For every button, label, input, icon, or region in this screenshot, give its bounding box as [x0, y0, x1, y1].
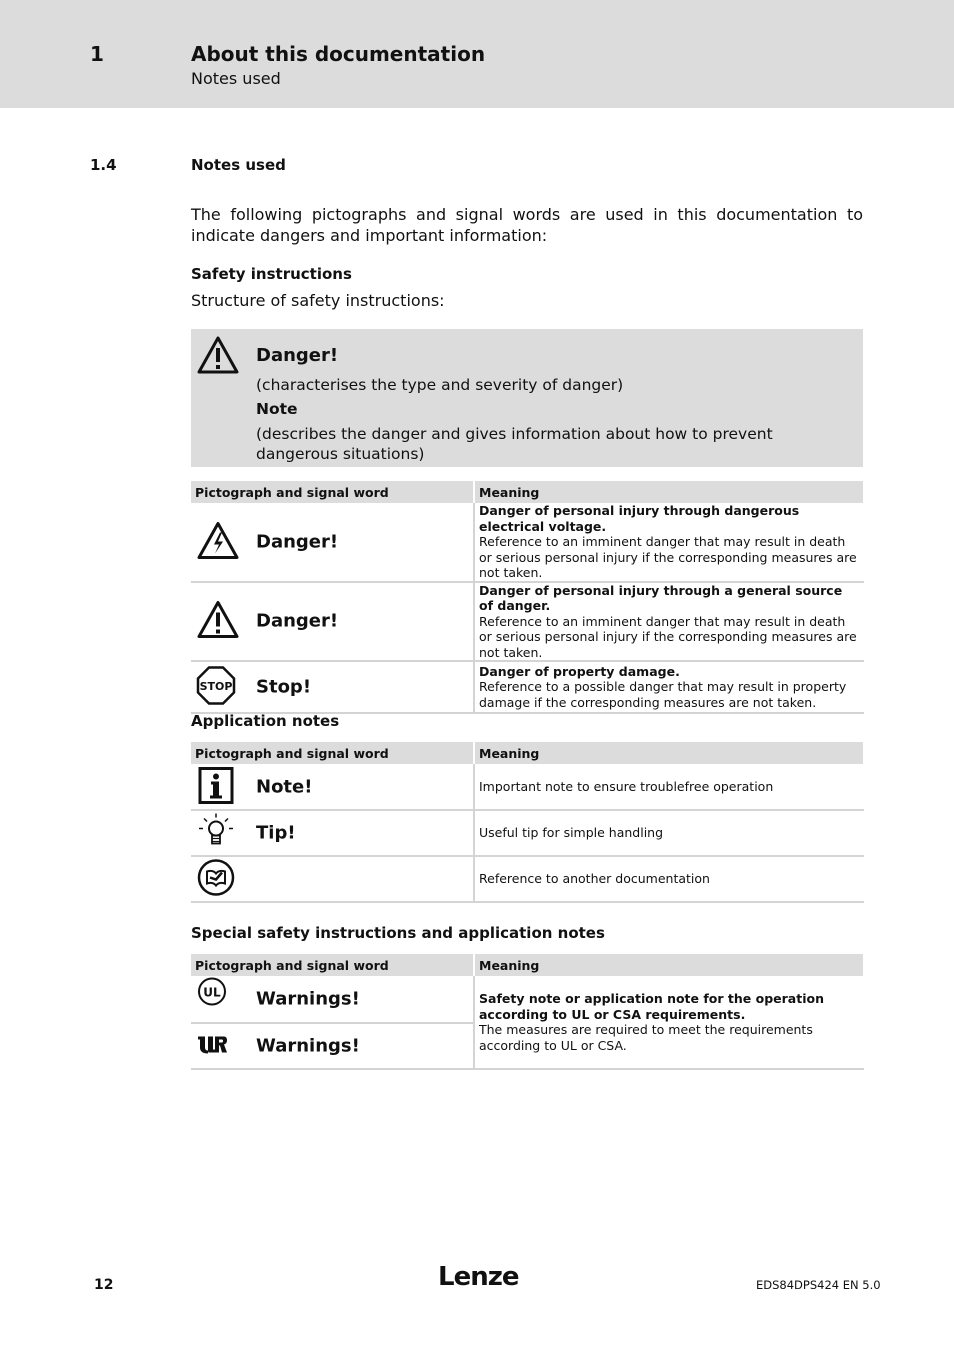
- col-meaning-header: Meaning: [474, 742, 864, 764]
- table-row: [191, 661, 864, 713]
- safety-structure-box: [191, 329, 863, 467]
- table-row: [191, 503, 864, 582]
- table-row: [191, 764, 864, 810]
- meaning-text: Important note to ensure troublefree operation: [474, 764, 864, 810]
- col-pictograph-header: Pictograph and signal word: [191, 481, 474, 503]
- chapter-number: 1: [90, 42, 104, 66]
- note-label: Note: [256, 400, 298, 418]
- meaning-title: Danger of personal injury through dangerous electrical voltage.: [479, 503, 800, 534]
- table-header-row: [191, 481, 864, 503]
- ur-recognized-icon: [196, 1034, 228, 1059]
- col-pictograph-header: Pictograph and signal word: [191, 742, 474, 764]
- general-hazard-icon: [196, 600, 240, 643]
- page-number: 12: [94, 1277, 114, 1293]
- chapter-subtitle: Notes used: [191, 69, 281, 88]
- table-row: [191, 976, 864, 1023]
- meaning-title: Danger of personal injury through a general source of danger.: [479, 582, 843, 613]
- special-table: [191, 954, 865, 1070]
- meaning-text: Useful tip for simple handling: [474, 810, 864, 856]
- danger-title: Danger!: [256, 345, 339, 366]
- danger-type-text: (characterises the type and severity of danger): [256, 376, 624, 394]
- col-meaning-header: Meaning: [474, 481, 864, 503]
- stop-sign-icon: [196, 666, 236, 709]
- table-header-row: [191, 954, 864, 976]
- table-row: [191, 810, 864, 856]
- signal-word: Warnings!: [256, 988, 360, 1010]
- section-number: 1.4: [90, 156, 117, 174]
- application-table: [191, 742, 865, 903]
- info-icon: [196, 765, 236, 808]
- warning-triangle-icon: [196, 335, 240, 379]
- section-title: Notes used: [191, 156, 286, 174]
- signal-word: Tip!: [256, 822, 296, 844]
- danger-description: (describes the danger and gives information about how to prevent dangerous situations): [256, 425, 773, 463]
- table-row: [191, 582, 864, 662]
- meaning-title: Safety note or application note for the operation according to UL or CSA requirements.: [479, 991, 824, 1022]
- page-header: [0, 0, 954, 108]
- meaning-text: Reference to an imminent danger that may result in death or serious personal injury if the corresponding measures are not taken.: [479, 613, 857, 660]
- meaning-text: Reference to another documentation: [474, 856, 864, 902]
- col-meaning-header: Meaning: [474, 954, 864, 976]
- meaning-text: Reference to a possible danger that may result in property damage if the corresponding measures are not taken.: [479, 679, 847, 710]
- signal-word: Warnings!: [256, 1035, 360, 1057]
- lightbulb-icon: [196, 812, 236, 855]
- table-header-row: [191, 742, 864, 764]
- chapter-title: About this documentation: [191, 42, 486, 66]
- intro-paragraph: The following pictographs and signal words are used in this documentation to indicate dangers and important information:: [191, 205, 863, 245]
- special-heading: Special safety instructions and application notes: [191, 924, 605, 942]
- svg-text:STOP: STOP: [199, 680, 233, 693]
- table-row: [191, 856, 864, 902]
- document-id: EDS84DPS424 EN 5.0: [756, 1278, 881, 1292]
- meaning-text: The measures are required to meet the requirements according to UL or CSA.: [479, 1022, 813, 1053]
- safety-table: [191, 481, 865, 714]
- meaning-title: Danger of property damage.: [479, 663, 680, 679]
- signal-word: Danger!: [256, 531, 339, 553]
- signal-word: Note!: [256, 776, 313, 797]
- signal-word: Danger!: [256, 610, 339, 632]
- safety-structure-text: Structure of safety instructions:: [191, 291, 445, 310]
- signal-word: Stop!: [256, 676, 312, 698]
- safety-heading: Safety instructions: [191, 265, 352, 283]
- lenze-logo: Lenze: [438, 1262, 519, 1292]
- electrical-hazard-icon: [196, 520, 240, 563]
- col-pictograph-header: Pictograph and signal word: [191, 954, 474, 976]
- svg-text:UL: UL: [203, 985, 221, 1000]
- reference-book-icon: [196, 858, 236, 901]
- application-heading: Application notes: [191, 712, 340, 730]
- meaning-text: Reference to an imminent danger that may result in death or serious personal injury if the corresponding measures are not taken.: [479, 534, 857, 580]
- ul-listed-icon: [196, 976, 228, 1011]
